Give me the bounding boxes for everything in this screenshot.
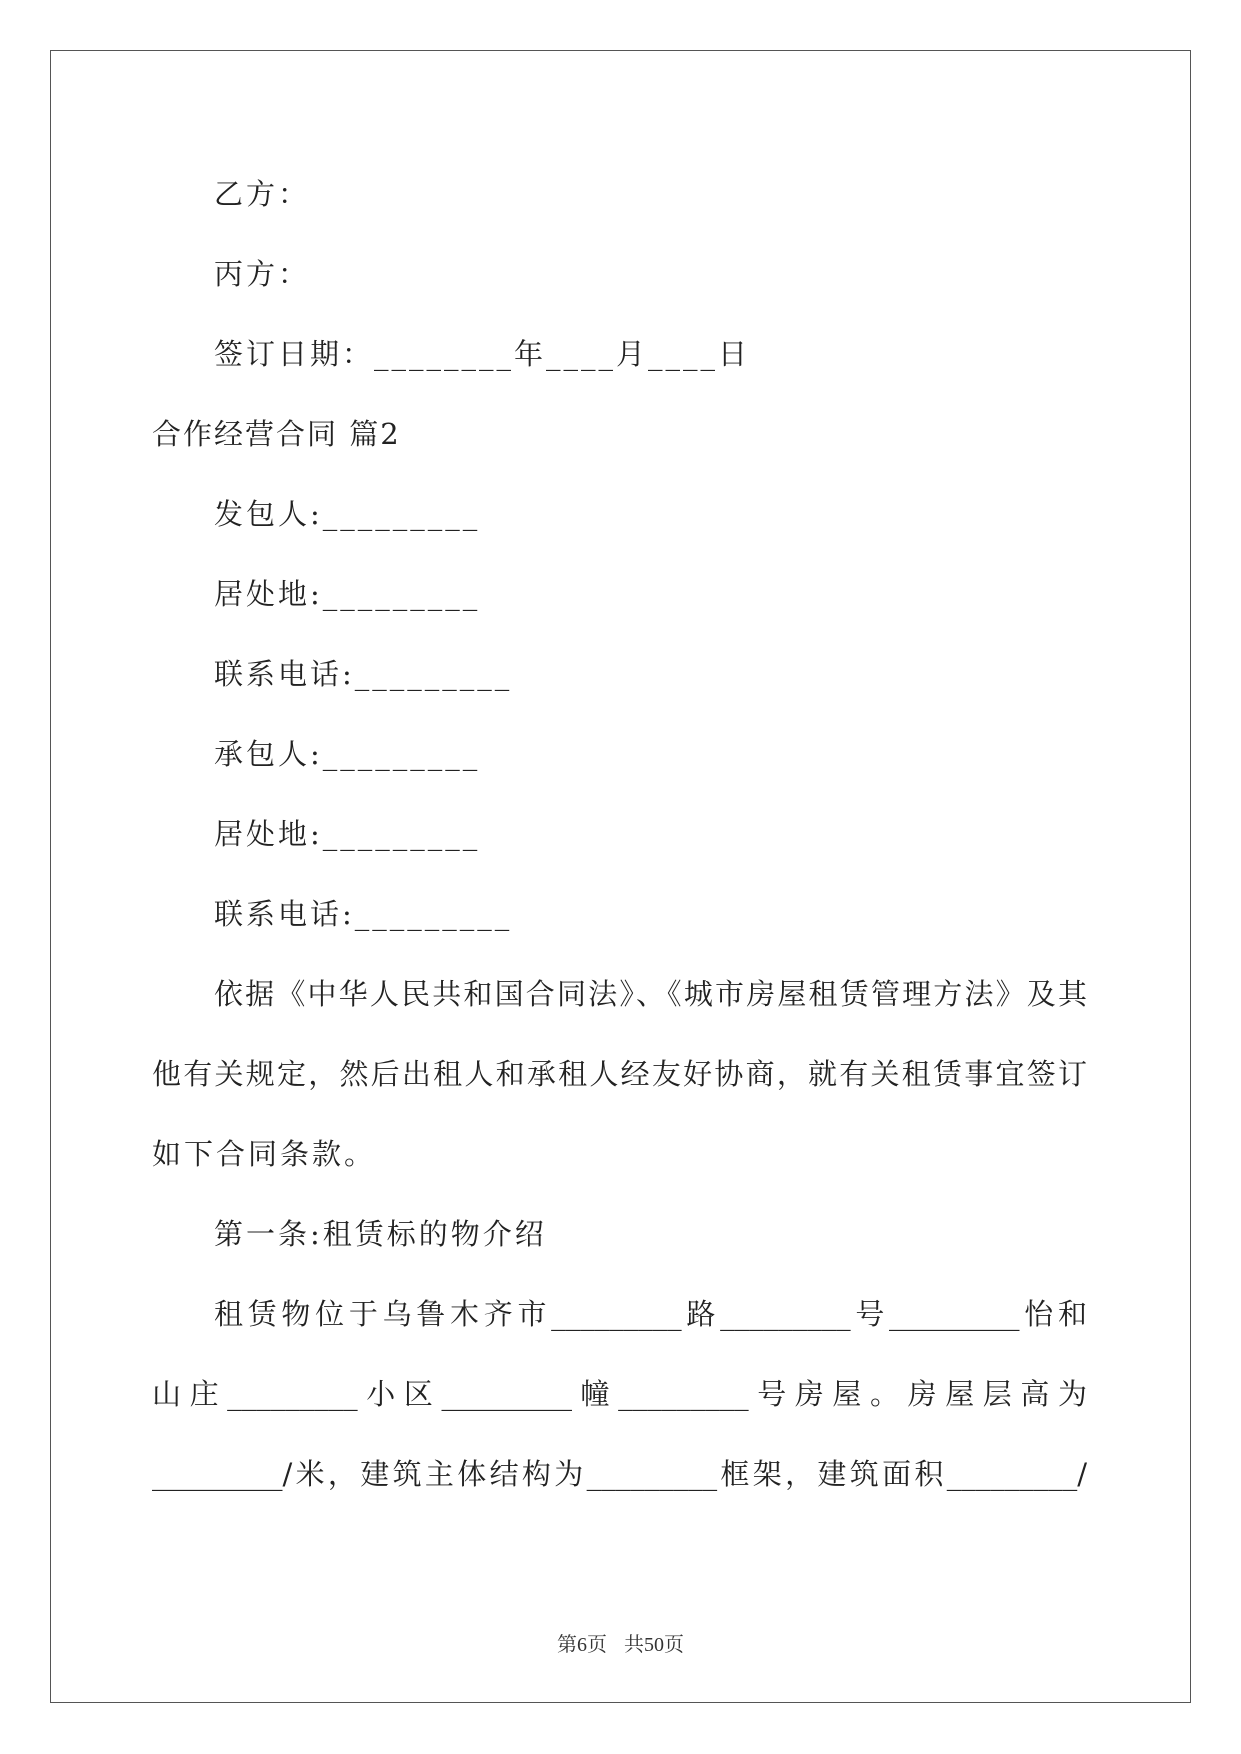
contractee-line: 承包人:_________ <box>214 737 481 771</box>
paragraph-line: 依据《中华人民共和国合同法》、《城市房屋租赁管理方法》及其 <box>214 977 1087 1011</box>
section-heading: 合作经营合同 篇2 <box>152 417 401 451</box>
party-b-line: 乙方： <box>214 177 311 211</box>
paragraph-line: 租赁物位于乌鲁木齐市_________路_________号_________怡和 <box>214 1297 1087 1331</box>
page-total: 共50页 <box>624 1634 684 1656</box>
contractor-address-line: 居处地:_________ <box>214 577 481 611</box>
contractee-phone-line: 联系电话:_________ <box>214 897 513 931</box>
contractor-phone-line: 联系电话:_________ <box>214 657 513 691</box>
page-footer <box>0 1628 1241 1657</box>
paragraph-line: 如下合同条款。 <box>152 1137 377 1171</box>
party-c-line: 丙方： <box>214 257 311 291</box>
paragraph-line: 他有关规定，然后出租人和承租人经友好协商，就有关租赁事宜签订 <box>152 1057 1087 1091</box>
signing-date-line: 签订日期：________年____月____日 <box>214 337 751 371</box>
page-number: 第6页 <box>557 1634 607 1656</box>
paragraph-line: 山庄_________小区_________幢_________号房屋。房屋层高为 <box>152 1377 1087 1411</box>
contractee-address-line: 居处地:_________ <box>214 817 481 851</box>
paragraph-line: _________/米，建筑主体结构为_________框架，建筑面积_________/ <box>152 1457 1087 1491</box>
contractor-line: 发包人:_________ <box>214 497 481 531</box>
article-heading: 第一条:租赁标的物介绍 <box>214 1217 547 1251</box>
